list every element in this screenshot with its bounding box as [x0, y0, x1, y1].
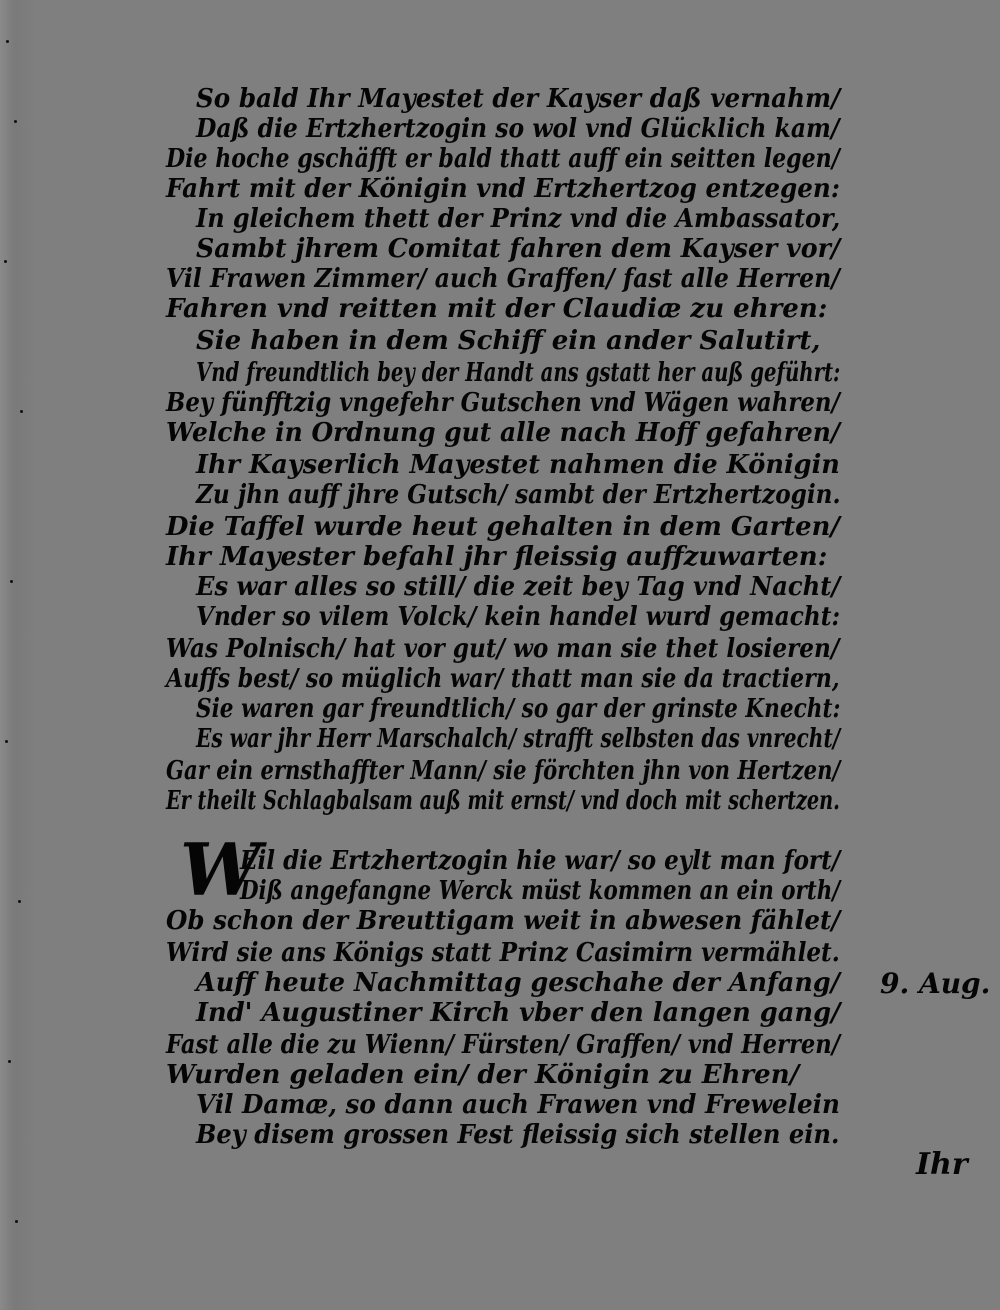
- verse-line: Ob schon der Breuttigam weit in abwesen fählet/: [166, 906, 841, 936]
- verse-line: Welche in Ordnung gut alle nach Hoff gefahren/: [166, 418, 840, 448]
- verse-line: Ind' Augustiner Kirch vber den langen gang/: [196, 998, 841, 1028]
- verse-line: Auffs best/ so müglich war/ thatt man sie da tractiern,: [166, 664, 840, 694]
- verse-line: Wird sie ans Königs statt Prinz Casimirn vermählet.: [166, 938, 840, 968]
- catchword: Ihr: [916, 1147, 968, 1182]
- verse-line: Die Taffel wurde heut gehalten in dem Garten/: [166, 512, 840, 542]
- verse-line: Daß die Ertzhertzogin so wol vnd Glücklich kam/: [196, 114, 840, 144]
- verse-line: In gleichem thett der Prinz vnd die Ambassator,: [196, 204, 841, 234]
- drop-cap-initial: W: [180, 827, 261, 912]
- verse-line: Bey disem grossen Fest fleissig sich stellen ein.: [196, 1120, 840, 1150]
- verse-line: Sie haben in dem Schiff ein ander Salutirt,: [196, 326, 821, 356]
- verse-line: Fahren vnd reitten mit der Claudiæ zu ehren:: [166, 294, 828, 324]
- verse-line: Ihr Mayester befahl jhr fleissig auffzuwarten:: [166, 542, 828, 572]
- verse-line: Zu jhn auff jhre Gutsch/ sambt der Ertzhertzogin.: [196, 480, 841, 510]
- verse-line: Diß angefangne Werck müst kommen an ein orth/: [240, 876, 841, 906]
- verse-line: Eil die Ertzhertzogin hie war/ so eylt man fort/: [240, 846, 841, 876]
- verse-line: Was Polnisch/ hat vor gut/ wo man sie thet losieren/: [166, 634, 840, 664]
- verse-line: Es war alles so still/ die zeit bey Tag vnd Nacht/: [196, 572, 841, 602]
- verse-line: Vnder so vilem Volck/ kein handel wurd gemacht:: [196, 602, 841, 632]
- margin-date-note: 9. Aug.: [880, 967, 991, 1000]
- verse-line: Die hoche gschäfft er bald thatt auff ein seitten legen/: [166, 144, 840, 174]
- verse-line: Vil Damæ, so dann auch Frawen vnd Frewelein: [196, 1090, 840, 1120]
- verse-line: Fast alle die zu Wienn/ Fürsten/ Graffen/ vnd Herren/: [166, 1030, 841, 1060]
- verse-line: Wurden geladen ein/ der Königin zu Ehren/: [166, 1060, 800, 1090]
- verse-line: Vil Frawen Zimmer/ auch Graffen/ fast alle Herren/: [166, 264, 840, 294]
- verse-line: Sie waren gar freundtlich/ so gar der grinste Knecht:: [196, 694, 841, 724]
- verse-line: Vnd freundtlich bey der Handt ans gstatt her auß geführt:: [196, 358, 841, 388]
- verse-line: Auff heute Nachmittag geschahe der Anfang/: [196, 968, 840, 998]
- verse-line: Es war jhr Herr Marschalch/ strafft selbsten das vnrecht/: [196, 724, 841, 754]
- verse-line: Bey fünfftzig vngefehr Gutschen vnd Wägen wahren/: [166, 388, 840, 418]
- verse-line: Fahrt mit der Königin vnd Ertzhertzog entzegen:: [166, 174, 840, 204]
- verse-line: Er theilt Schlagbalsam auß mit ernst/ vnd doch mit schertzen.: [166, 786, 840, 816]
- verse-line: So bald Ihr Mayestet der Kayser daß vernahm/: [196, 84, 841, 114]
- verse-line: Gar ein ernsthaffter Mann/ sie förchten jhn von Hertzen/: [166, 756, 841, 786]
- verse-line: Ihr Kayserlich Mayestet nahmen die Königin: [196, 450, 840, 480]
- verse-line: Sambt jhrem Comitat fahren dem Kayser vor/: [196, 234, 841, 264]
